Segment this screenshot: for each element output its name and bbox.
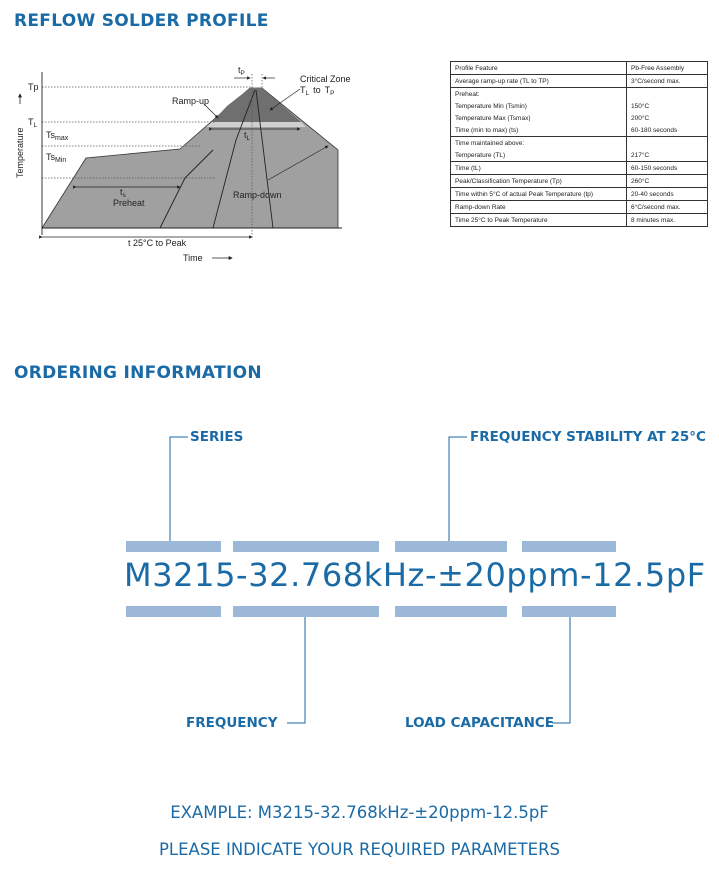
series-label: SERIES bbox=[190, 429, 244, 445]
svg-text:tL: $t_L$ bbox=[244, 130, 251, 142]
part-number: M3215-32.768kHz-±20ppm-12.5pF bbox=[124, 556, 706, 594]
table-cell-feature: Temperature Max (Tsmax) bbox=[451, 112, 627, 124]
t25-to-peak-label: t 25°C to Peak bbox=[128, 238, 187, 248]
svg-text:TsMin: $Ts_{Min}$ bbox=[46, 152, 67, 164]
table-cell-feature: Preheat: bbox=[451, 88, 627, 101]
table-row bbox=[451, 175, 708, 188]
svg-text:tP: $t_P$ bbox=[238, 65, 245, 77]
table-cell-feature: Ramp-down Rate bbox=[451, 201, 627, 214]
reflow-profile-title: REFLOW SOLDER PROFILE bbox=[14, 11, 269, 31]
table-cell-feature: Time maintained above: bbox=[451, 137, 627, 150]
table-row bbox=[451, 201, 708, 214]
reflow-spec-table bbox=[450, 61, 708, 227]
table-cell-value: 60-150 seconds bbox=[627, 162, 708, 175]
table-cell-value: 3°C/second max. bbox=[627, 75, 708, 88]
load-capacitance-label: LOAD CAPACITANCE bbox=[405, 715, 555, 731]
table-row bbox=[451, 112, 708, 124]
frequency-bar-bottom bbox=[233, 606, 379, 617]
y-label-tp: Tp bbox=[28, 82, 39, 92]
y-axis-label: Temperature bbox=[15, 127, 25, 178]
table-cell-feature: Time (min to max) (ts) bbox=[451, 124, 627, 137]
ramp-up-label: Ramp-up bbox=[172, 96, 210, 106]
frequency-label: FREQUENCY bbox=[186, 715, 278, 731]
table-cell-value: 60-180 seconds bbox=[627, 124, 708, 137]
table-cell-feature: Average ramp-up rate (TL to TP) bbox=[451, 75, 627, 88]
svg-text:Tsmax: $Ts_{max}$ bbox=[46, 130, 69, 142]
table-row bbox=[451, 124, 708, 137]
table-cell-value: 217°C bbox=[627, 149, 708, 162]
table-cell-value: 8 minutes max. bbox=[627, 214, 708, 227]
table-row bbox=[451, 214, 708, 227]
table-header-cell: Pb-Free Assembly bbox=[627, 62, 708, 75]
table-cell-feature: Peak/Classification Temperature (Tp) bbox=[451, 175, 627, 188]
table-row bbox=[451, 137, 708, 150]
table-header-cell: Profile Feature bbox=[451, 62, 627, 75]
critical-zone-label: Critical Zone bbox=[300, 74, 351, 84]
x-axis-label: Time bbox=[183, 253, 203, 263]
table-cell-value: 200°C bbox=[627, 112, 708, 124]
table-cell-value: 6°C/second max. bbox=[627, 201, 708, 214]
instruction-text: PLEASE INDICATE YOUR REQUIRED PARAMETERS bbox=[158, 840, 561, 859]
table-cell-feature: Time (tL) bbox=[451, 162, 627, 175]
series-bar-top bbox=[126, 541, 221, 552]
table-row bbox=[451, 162, 708, 175]
table-cell-value: 260°C bbox=[627, 175, 708, 188]
table-cell-feature: Temperature (TL) bbox=[451, 149, 627, 162]
frequency-stability-label: FREQUENCY STABILITY AT 25°C bbox=[470, 429, 706, 445]
table-row bbox=[451, 149, 708, 162]
stability-bar-top bbox=[395, 541, 507, 552]
preheat-label: Preheat bbox=[113, 198, 145, 208]
table-cell-feature: Temperature Min (Tsmin) bbox=[451, 100, 627, 112]
ordering-information-title: ORDERING INFORMATION bbox=[14, 363, 262, 383]
tl-band bbox=[206, 122, 306, 127]
capacitance-bar-bottom bbox=[522, 606, 616, 617]
svg-text:ts: $t_s$ bbox=[120, 187, 126, 199]
table-cell-feature: Time within 5°C of actual Peak Temperature (tp) bbox=[451, 188, 627, 201]
table-cell-value bbox=[627, 137, 708, 150]
ramp-down-label: Ramp-down bbox=[233, 190, 282, 200]
svg-text:TL: $T_L$ bbox=[28, 117, 38, 129]
stability-bar-bottom bbox=[395, 606, 507, 617]
example-text: EXAMPLE: M3215-32.768kHz-±20ppm-12.5pF bbox=[170, 803, 549, 822]
svg-text:TLtoTP: $T_L$ to $T_P$ bbox=[300, 85, 335, 97]
table-cell-value: 150°C bbox=[627, 100, 708, 112]
series-bar-bottom bbox=[126, 606, 221, 617]
table-row bbox=[451, 75, 708, 88]
capacitance-bar-top bbox=[522, 541, 616, 552]
table-row bbox=[451, 100, 708, 112]
table-cell-value: 20-40 seconds bbox=[627, 188, 708, 201]
table-header-row bbox=[451, 62, 708, 75]
frequency-bar-top bbox=[233, 541, 379, 552]
table-cell-feature: Time 25°C to Peak Temperature bbox=[451, 214, 627, 227]
table-cell-value bbox=[627, 88, 708, 101]
profile-shape bbox=[42, 88, 338, 228]
table-row bbox=[451, 188, 708, 201]
table-row bbox=[451, 88, 708, 101]
